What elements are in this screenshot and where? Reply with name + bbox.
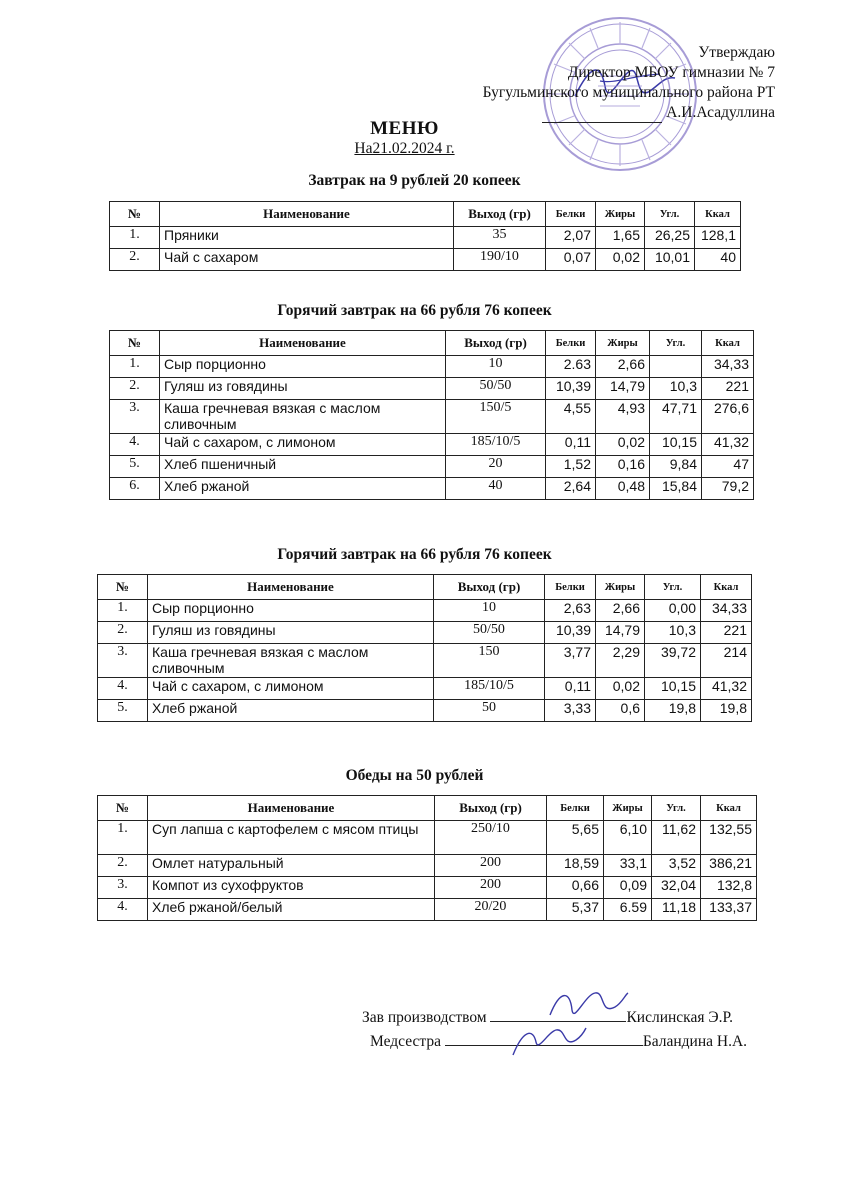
- approval-position: Директор МБОУ гимназии № 7: [567, 64, 775, 81]
- col-output-cell: 20/20: [435, 899, 547, 921]
- col-kcal-cell: 40: [695, 249, 741, 271]
- col-name-cell: Чай с сахаром, с лимоном: [160, 434, 446, 456]
- table-header-row: [110, 331, 754, 356]
- menu-title: МЕНЮ: [370, 118, 439, 139]
- col-kcal-cell: 132,55: [701, 821, 757, 855]
- production-head-name: Кислинская Э.Р.: [626, 1009, 734, 1026]
- col-number-cell: 1.: [110, 227, 160, 249]
- approval-signature-line: [542, 108, 662, 123]
- production-head-label: Зав производством: [362, 1009, 487, 1026]
- col-fat-cell: 33,1: [604, 855, 652, 877]
- col-fat-cell: 2,66: [596, 356, 650, 378]
- col-protein-cell: 1,52: [546, 456, 596, 478]
- col-protein-header: Белки: [545, 575, 596, 600]
- col-output-cell: 150: [434, 644, 545, 678]
- col-number-cell: 6.: [110, 478, 160, 500]
- col-name-cell: Каша гречневая вязкая с маслом сливочным: [160, 400, 446, 434]
- table-header-row: [98, 796, 757, 821]
- col-name-cell: Хлеб пшеничный: [160, 456, 446, 478]
- col-fat-cell: 0,02: [596, 249, 645, 271]
- col-name-cell: Суп лапша с картофелем с мясом птицы: [148, 821, 435, 855]
- table-row: [110, 434, 754, 456]
- col-kcal-cell: 41,32: [701, 678, 752, 700]
- col-protein-header: Белки: [546, 331, 596, 356]
- col-output-cell: 50: [434, 700, 545, 722]
- col-carbs-cell: 9,84: [650, 456, 702, 478]
- col-name-header: Наименование: [148, 796, 435, 821]
- col-number-cell: 2.: [98, 855, 148, 877]
- col-protein-header: Белки: [546, 202, 596, 227]
- col-protein-cell: 0,11: [546, 434, 596, 456]
- section-title: Обеды на 50 рублей: [345, 767, 484, 784]
- col-output-cell: 250/10: [435, 821, 547, 855]
- table-row: [110, 227, 741, 249]
- col-output-cell: 35: [454, 227, 546, 249]
- table-row: [98, 622, 752, 644]
- col-number-cell: 3.: [98, 877, 148, 899]
- col-kcal-cell: 41,32: [702, 434, 754, 456]
- menu-table: [109, 330, 754, 500]
- table-row: [110, 400, 754, 434]
- col-name-header: Наименование: [160, 331, 446, 356]
- table-row: [98, 678, 752, 700]
- table-row: [98, 821, 757, 855]
- col-protein-cell: 18,59: [547, 855, 604, 877]
- col-protein-cell: 5,65: [547, 821, 604, 855]
- menu-table: [97, 574, 752, 722]
- table-row: [110, 356, 754, 378]
- col-number-header: №: [98, 796, 148, 821]
- col-fat-cell: 1,65: [596, 227, 645, 249]
- col-carbs-cell: 11,62: [652, 821, 701, 855]
- menu-date: На21.02.2024 г.: [354, 140, 455, 157]
- col-protein-cell: 2,07: [546, 227, 596, 249]
- col-fat-cell: 6,10: [604, 821, 652, 855]
- col-carbs-header: Угл.: [645, 575, 701, 600]
- col-fat-cell: 2,66: [596, 600, 645, 622]
- production-head-signature: [540, 985, 630, 1025]
- col-output-cell: 10: [446, 356, 546, 378]
- section-title: Горячий завтрак на 66 рубля 76 копеек: [277, 302, 552, 319]
- col-number-cell: 5.: [98, 700, 148, 722]
- col-name-cell: Омлет натуральный: [148, 855, 435, 877]
- col-kcal-cell: 47: [702, 456, 754, 478]
- col-protein-cell: 0,11: [545, 678, 596, 700]
- col-number-cell: 1.: [110, 356, 160, 378]
- col-fat-header: Жиры: [604, 796, 652, 821]
- col-carbs-cell: [650, 356, 702, 378]
- col-number-header: №: [110, 331, 160, 356]
- col-fat-cell: 0,02: [596, 434, 650, 456]
- col-protein-cell: 10,39: [545, 622, 596, 644]
- col-fat-cell: 0,6: [596, 700, 645, 722]
- section-title: Завтрак на 9 рублей 20 копеек: [308, 172, 521, 189]
- col-name-cell: Пряники: [160, 227, 454, 249]
- col-kcal-cell: 133,37: [701, 899, 757, 921]
- col-carbs-header: Угл.: [650, 331, 702, 356]
- col-name-cell: Чай с сахаром: [160, 249, 454, 271]
- col-name-cell: Каша гречневая вязкая с маслом сливочным: [148, 644, 434, 678]
- table-row: [110, 456, 754, 478]
- col-protein-cell: 3,33: [545, 700, 596, 722]
- col-carbs-cell: 10,3: [650, 378, 702, 400]
- col-number-cell: 3.: [98, 644, 148, 678]
- col-kcal-cell: 221: [702, 378, 754, 400]
- col-number-cell: 5.: [110, 456, 160, 478]
- col-name-cell: Чай с сахаром, с лимоном: [148, 678, 434, 700]
- approval-district: Бугульминского муниципального района РТ: [482, 84, 775, 101]
- col-output-cell: 50/50: [434, 622, 545, 644]
- col-fat-cell: 0,02: [596, 678, 645, 700]
- col-name-cell: Компот из сухофруктов: [148, 877, 435, 899]
- col-fat-cell: 0,48: [596, 478, 650, 500]
- nurse-name: Баландина Н.А.: [642, 1033, 748, 1050]
- col-carbs-cell: 0,00: [645, 600, 701, 622]
- col-carbs-cell: 11,18: [652, 899, 701, 921]
- col-output-header: Выход (гр): [446, 331, 546, 356]
- col-protein-cell: 2,63: [545, 600, 596, 622]
- table-row: [98, 899, 757, 921]
- menu-table: [97, 795, 757, 921]
- col-fat-header: Жиры: [596, 202, 645, 227]
- approval-block: [483, 43, 775, 123]
- col-name-cell: Хлеб ржаной: [160, 478, 446, 500]
- col-name-cell: Сыр порционно: [160, 356, 446, 378]
- col-carbs-cell: 10,01: [645, 249, 695, 271]
- table-header-row: [98, 575, 752, 600]
- col-output-cell: 40: [446, 478, 546, 500]
- col-kcal-cell: 34,33: [701, 600, 752, 622]
- col-fat-cell: 14,79: [596, 378, 650, 400]
- col-carbs-cell: 39,72: [645, 644, 701, 678]
- col-carbs-cell: 26,25: [645, 227, 695, 249]
- col-output-cell: 50/50: [446, 378, 546, 400]
- col-kcal-header: Ккал: [701, 796, 757, 821]
- col-output-cell: 185/10/5: [434, 678, 545, 700]
- table-row: [98, 644, 752, 678]
- col-output-header: Выход (гр): [434, 575, 545, 600]
- col-output-cell: 190/10: [454, 249, 546, 271]
- col-protein-cell: 5,37: [547, 899, 604, 921]
- col-number-cell: 2.: [98, 622, 148, 644]
- col-number-header: №: [110, 202, 160, 227]
- col-fat-header: Жиры: [596, 331, 650, 356]
- section-title: Горячий завтрак на 66 рубля 76 копеек: [277, 546, 552, 563]
- col-carbs-cell: 10,15: [650, 434, 702, 456]
- col-number-cell: 4.: [98, 899, 148, 921]
- nurse-signature: [508, 1020, 588, 1060]
- table-row: [110, 249, 741, 271]
- table-header-row: [110, 202, 741, 227]
- col-kcal-cell: 128,1: [695, 227, 741, 249]
- col-fat-cell: 4,93: [596, 400, 650, 434]
- col-kcal-cell: 386,21: [701, 855, 757, 877]
- col-carbs-cell: 15,84: [650, 478, 702, 500]
- col-kcal-cell: 132,8: [701, 877, 757, 899]
- col-carbs-cell: 10,15: [645, 678, 701, 700]
- col-number-cell: 4.: [110, 434, 160, 456]
- col-name-header: Наименование: [148, 575, 434, 600]
- table-row: [98, 877, 757, 899]
- col-carbs-cell: 47,71: [650, 400, 702, 434]
- col-name-header: Наименование: [160, 202, 454, 227]
- col-carbs-header: Угл.: [645, 202, 695, 227]
- col-output-cell: 20: [446, 456, 546, 478]
- col-fat-header: Жиры: [596, 575, 645, 600]
- col-number-cell: 4.: [98, 678, 148, 700]
- col-carbs-cell: 19,8: [645, 700, 701, 722]
- col-output-cell: 150/5: [446, 400, 546, 434]
- col-output-cell: 185/10/5: [446, 434, 546, 456]
- col-kcal-header: Ккал: [702, 331, 754, 356]
- col-kcal-cell: 276,6: [702, 400, 754, 434]
- table-row: [98, 700, 752, 722]
- col-output-header: Выход (гр): [454, 202, 546, 227]
- col-number-cell: 3.: [110, 400, 160, 434]
- col-kcal-cell: 19,8: [701, 700, 752, 722]
- table-row: [98, 855, 757, 877]
- col-fat-cell: 14,79: [596, 622, 645, 644]
- col-protein-cell: 3,77: [545, 644, 596, 678]
- col-fat-cell: 6.59: [604, 899, 652, 921]
- col-protein-header: Белки: [547, 796, 604, 821]
- col-name-cell: Хлеб ржаной: [148, 700, 434, 722]
- col-protein-cell: 0,07: [546, 249, 596, 271]
- col-kcal-cell: 34,33: [702, 356, 754, 378]
- col-fat-cell: 0,09: [604, 877, 652, 899]
- approval-signer: [483, 103, 775, 123]
- col-name-cell: Сыр порционно: [148, 600, 434, 622]
- col-name-cell: Гуляш из говядины: [148, 622, 434, 644]
- col-kcal-header: Ккал: [695, 202, 741, 227]
- col-kcal-header: Ккал: [701, 575, 752, 600]
- col-protein-cell: 2.63: [546, 356, 596, 378]
- approval-heading: Утверждаю: [698, 44, 775, 61]
- col-output-cell: 200: [435, 877, 547, 899]
- col-kcal-cell: 221: [701, 622, 752, 644]
- approval-signer-name: А.И.Асадуллина: [666, 104, 775, 121]
- nurse-label: Медсестра: [370, 1033, 441, 1050]
- table-row: [110, 478, 754, 500]
- col-carbs-cell: 32,04: [652, 877, 701, 899]
- col-output-cell: 10: [434, 600, 545, 622]
- col-number-cell: 2.: [110, 378, 160, 400]
- col-protein-cell: 0,66: [547, 877, 604, 899]
- menu-table: [109, 201, 741, 271]
- col-carbs-cell: 3,52: [652, 855, 701, 877]
- col-kcal-cell: 214: [701, 644, 752, 678]
- col-name-cell: Гуляш из говядины: [160, 378, 446, 400]
- col-fat-cell: 0,16: [596, 456, 650, 478]
- col-number-header: №: [98, 575, 148, 600]
- col-protein-cell: 4,55: [546, 400, 596, 434]
- col-number-cell: 1.: [98, 821, 148, 855]
- col-protein-cell: 2,64: [546, 478, 596, 500]
- col-number-cell: 2.: [110, 249, 160, 271]
- table-row: [98, 600, 752, 622]
- col-protein-cell: 10,39: [546, 378, 596, 400]
- col-carbs-header: Угл.: [652, 796, 701, 821]
- col-number-cell: 1.: [98, 600, 148, 622]
- col-name-cell: Хлеб ржаной/белый: [148, 899, 435, 921]
- col-carbs-cell: 10,3: [645, 622, 701, 644]
- col-kcal-cell: 79,2: [702, 478, 754, 500]
- col-output-cell: 200: [435, 855, 547, 877]
- col-output-header: Выход (гр): [435, 796, 547, 821]
- table-row: [110, 378, 754, 400]
- col-fat-cell: 2,29: [596, 644, 645, 678]
